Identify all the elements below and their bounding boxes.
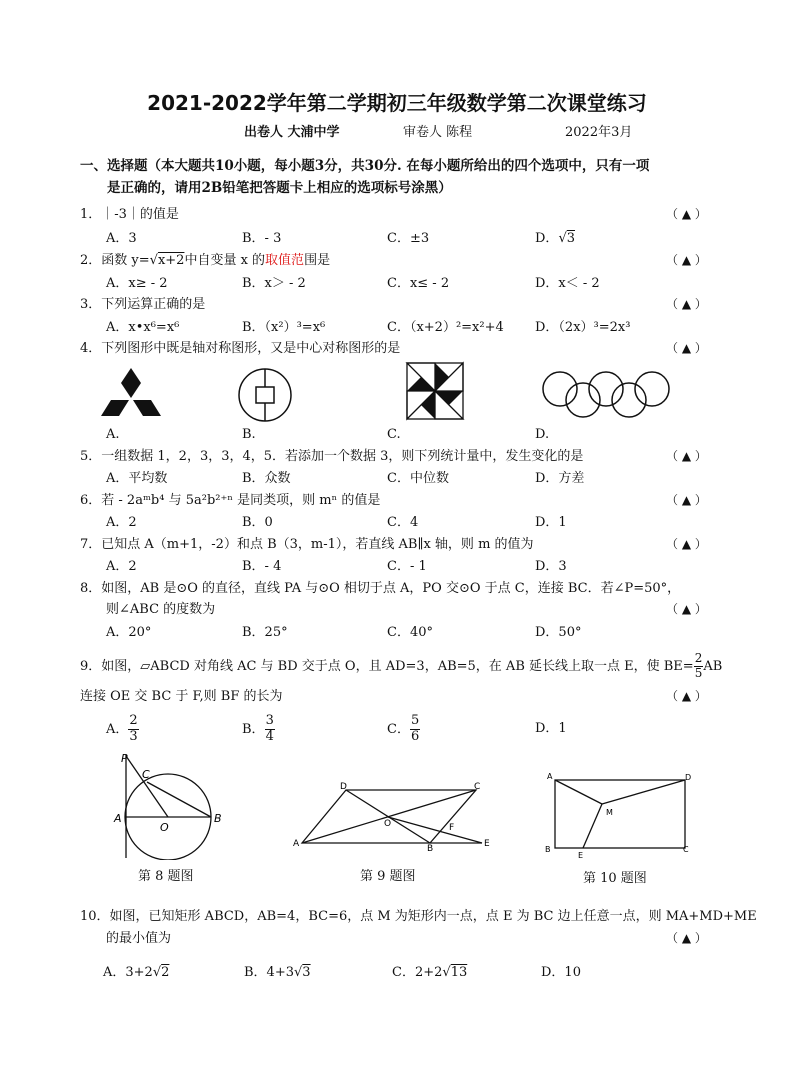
q10-option-b-radicand: 3 <box>302 965 311 980</box>
q3-answer-mark: （ ▲ ） <box>666 297 707 311</box>
q9-stem-line1 <box>80 652 722 681</box>
q9-answer-mark: （ ▲ ） <box>666 689 707 703</box>
q7-stem: 7．已知点 A（m+1，-2）和点 B（3，m-1），若直线 AB∥x 轴，则 m 的值为 <box>80 537 534 552</box>
q2-stem-a: 2．函数 y= <box>80 253 150 268</box>
q9-option-b-num: 3 <box>265 713 274 728</box>
q3-option-c: C．（x+2）²=x²+4 <box>387 320 504 335</box>
q8-stem-line1: 8．如图，AB 是⊙O 的直径，直线 PA 与⊙O 相切于点 A，PO 交⊙O 于点 C，连接 BC．若∠P=50°， <box>80 581 681 596</box>
q10-option-d: D．10 <box>541 965 581 980</box>
q4-option-c: C. <box>387 427 401 442</box>
q6-answer-mark: （ ▲ ） <box>666 493 707 507</box>
fig9-label-o: O <box>384 819 392 829</box>
fig10-label-c: C <box>683 845 689 854</box>
q8-option-a: A．20° <box>106 625 152 640</box>
q2-answer-mark: （ ▲ ） <box>666 253 707 267</box>
q9-option-a-num: 2 <box>129 713 138 728</box>
q4-option-a: A. <box>106 427 120 442</box>
q7-option-d: D．3 <box>535 559 567 574</box>
q8-option-b: B．25° <box>242 625 288 640</box>
q9-fraction <box>694 652 704 681</box>
q9-option-d: D．1 <box>535 721 567 736</box>
q1-answer-mark: （ ▲ ） <box>666 207 707 221</box>
q4-figure-b-coin <box>236 366 294 424</box>
fig8-label-c: C <box>142 768 150 781</box>
q9-option-c-den: 6 <box>410 728 420 744</box>
q9-option-c <box>387 714 420 745</box>
q2-option-d: D．x＜ - 2 <box>535 276 600 291</box>
fig9-label-f: F <box>449 823 455 833</box>
q5-answer-mark: （ ▲ ） <box>666 449 707 463</box>
q9-option-c-prefix: C． <box>387 721 410 737</box>
fig10-label-e: E <box>578 851 584 860</box>
q3-option-d: D．（2x）³=2x³ <box>535 320 631 335</box>
q8-answer-mark: （ ▲ ） <box>666 602 707 616</box>
q9-option-a-prefix: A． <box>106 721 129 737</box>
q2-option-a: A．x≥ - 2 <box>106 276 168 291</box>
q9-option-a <box>106 714 139 745</box>
q7-option-c: C．- 1 <box>387 559 427 574</box>
q9-option-a-fraction <box>128 714 138 745</box>
q4-option-b: B. <box>242 427 256 442</box>
q4-figure-c-pinwheel <box>402 358 468 424</box>
q1-option-d-prefix: D． <box>535 231 559 246</box>
q8-option-d: D．50° <box>535 625 582 640</box>
q9-option-c-fraction <box>410 714 420 745</box>
q4-figure-a-three-diamonds <box>98 364 164 422</box>
q4-option-d: D. <box>535 427 550 442</box>
q2-stem: 2．函数 y=√x+2中自变量 x 的取值范围是 <box>80 253 331 268</box>
q5-option-d: D．方差 <box>535 471 585 486</box>
date-line: 2022年3月 <box>565 125 633 140</box>
q10-option-c: C．2+2√13 <box>392 965 468 980</box>
q5-option-c: C．中位数 <box>387 471 449 486</box>
fig10-label-d: D <box>685 773 692 782</box>
fig10-label-b: B <box>545 845 551 854</box>
q1-option-c: C．±3 <box>387 231 430 246</box>
q6-option-a: A．2 <box>106 515 137 530</box>
fig9-label-c: C <box>474 782 481 792</box>
q3-stem: 3．下列运算正确的是 <box>80 297 206 312</box>
q10-option-a-radicand: 2 <box>161 965 170 980</box>
q10-option-b: B．4+3√3 <box>244 965 311 980</box>
q9-option-b-prefix: B． <box>242 721 265 737</box>
figure-10-rectangle <box>540 770 700 860</box>
q10-option-a: A．3+2√2 <box>103 965 170 980</box>
q10-option-c-radicand: 13 <box>450 965 468 980</box>
q9-option-b-den: 4 <box>265 728 274 744</box>
q6-option-d: D．1 <box>535 515 567 530</box>
q10-answer-mark: （ ▲ ） <box>666 931 707 945</box>
section-header-line2: 是正确的，请用2B铅笔把答题卡上相应的选项标号涂黑） <box>107 180 452 196</box>
page-title: 2021-2022学年第二学期初三年级数学第二次课堂练习 <box>147 91 647 115</box>
q10-option-b-prefix: B．4+3 <box>244 965 294 980</box>
fig9-label-a: A <box>293 839 300 849</box>
q10-stem-line2: 的最小值为 <box>106 931 172 946</box>
section-header-line1: 一、选择题（本大题共10小题，每小题3分，共30分. 在每小题所给出的四个选项中，只有一项 <box>80 158 650 174</box>
figure-8-caption: 第 8 题图 <box>138 869 194 884</box>
q5-option-b: B．众数 <box>242 471 291 486</box>
q9-option-b-fraction <box>265 714 275 745</box>
figure-9-parallelogram <box>290 780 500 852</box>
q6-stem: 6．若 - 2aᵐb⁴ 与 5a²b²⁺ⁿ 是同类项，则 mⁿ 的值是 <box>80 493 381 508</box>
q5-stem: 5．一组数据 1，2，3，3，4，5．若添加一个数据 3，则下列统计量中，发生变化的是 <box>80 449 584 464</box>
q1-option-d-radicand: 3 <box>566 231 576 246</box>
q8-stem-line2: 则∠ABC 的度数为 <box>106 602 216 617</box>
q7-option-a: A．2 <box>106 559 137 574</box>
fig8-label-o: O <box>160 821 169 834</box>
q2-option-b: B．x＞ - 2 <box>242 276 306 291</box>
reviewer-line: 审卷人 陈程 <box>403 125 473 140</box>
q6-option-c: C．4 <box>387 515 419 530</box>
q5-option-a: A．平均数 <box>106 471 168 486</box>
q10-option-c-prefix: C．2+2 <box>392 965 443 980</box>
q9-option-c-num: 5 <box>410 713 420 728</box>
q7-answer-mark: （ ▲ ） <box>666 537 707 551</box>
q2-stem-c: 围是 <box>304 253 331 268</box>
q9-fraction-den: 5 <box>694 665 703 680</box>
q8-option-c: C．40° <box>387 625 433 640</box>
q4-answer-mark: （ ▲ ） <box>666 341 707 355</box>
q4-figure-d-olympic-rings <box>538 370 674 420</box>
q6-option-b: B．0 <box>242 515 273 530</box>
q2-stem-red: 取值范 <box>265 253 305 268</box>
q3-option-b: B．（x²）³=x⁶ <box>242 320 326 335</box>
fig9-label-d: D <box>340 782 347 792</box>
fig10-label-m: M <box>606 808 613 817</box>
q9-fraction-num: 2 <box>694 651 703 665</box>
q2-stem-radicand: x+2 <box>157 253 185 268</box>
q9-option-b <box>242 714 275 745</box>
q9-stem-end: AB <box>703 658 723 674</box>
fig10-label-a: A <box>547 772 553 781</box>
fig8-label-p: P <box>121 752 128 765</box>
q9-option-a-den: 3 <box>129 728 138 744</box>
fig8-label-a: A <box>114 812 122 825</box>
figure-8-circle-tangent <box>110 752 230 860</box>
q2-option-c: C．x≤ - 2 <box>387 276 450 291</box>
q1-option-b: B．- 3 <box>242 231 282 246</box>
author-line: 出卷人 大浦中学 <box>244 125 340 140</box>
q9-stem-line2: 连接 OE 交 BC 于 F,则 BF 的长为 <box>80 689 283 704</box>
q1-option-a: A．3 <box>106 231 137 246</box>
figure-10-caption: 第 10 题图 <box>583 871 647 886</box>
q1-stem: 1．｜-3｜的值是 <box>80 207 179 222</box>
q3-option-a: A．x•x⁶=x⁶ <box>106 320 180 335</box>
figure-9-caption: 第 9 题图 <box>360 869 416 884</box>
q2-stem-b: 中自变量 x 的 <box>184 253 266 268</box>
q4-stem: 4．下列图形中既是轴对称图形，又是中心对称图形的是 <box>80 341 401 356</box>
fig8-label-b: B <box>214 812 222 825</box>
fig9-label-e: E <box>484 839 490 849</box>
q1-option-d: D．√3 <box>535 231 576 246</box>
q10-option-a-prefix: A．3+2 <box>103 965 153 980</box>
q7-option-b: B．- 4 <box>242 559 282 574</box>
fig9-label-b: B <box>427 844 434 852</box>
q10-stem-line1: 10．如图，已知矩形 ABCD，AB=4，BC=6，点 M 为矩形内一点，点 E 为 BC 边上任意一点，则 MA+MD+ME <box>80 909 757 924</box>
q9-stem-text: 9．如图，▱ABCD 对角线 AC 与 BD 交于点 O，且 AD=3，AB=5，在 AB 延长线上取一点 E，使 BE= <box>80 658 694 674</box>
